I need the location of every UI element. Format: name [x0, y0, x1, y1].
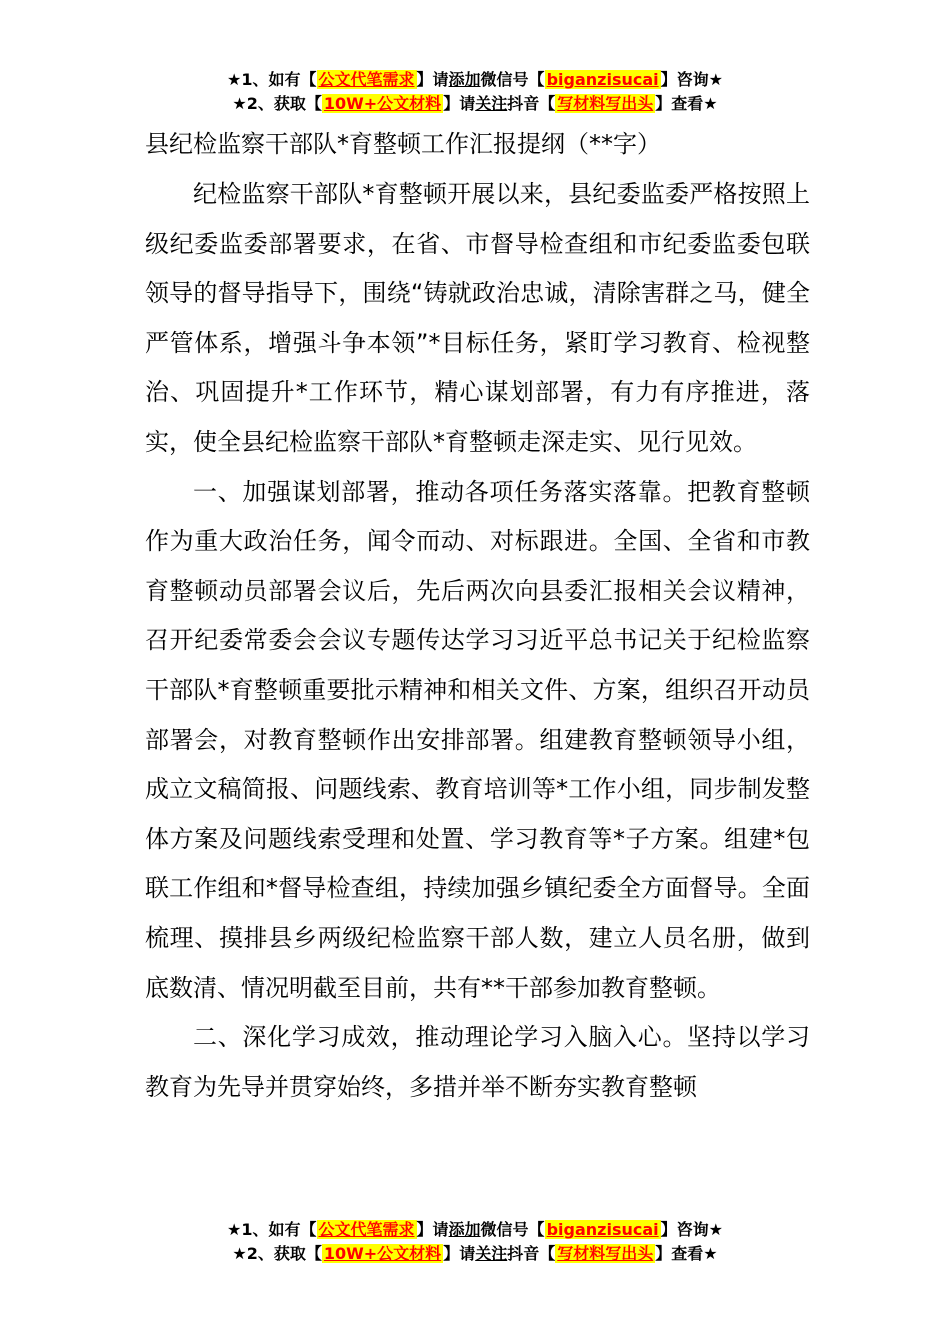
- body-paragraph: 一、加强谋划部署，推动各项任务落实落靠。把教育整顿作为重大政治任务，闻令而动、对标跟进。全国、全省和市教育整顿动员部署会议后，先后两次向县委汇报相关会议精神，召开纪委常委会会议专题传达学习习近平总书记关于纪检监察干部队*育整顿重要批示精神和相关文件、方案，组织召开动员部署会，对教育整顿作出安排部署。组建教育整顿领导小组，成立文稿简报、问题线索、教育培训等*工作小组，同步制发整体方案及问题线索受理和处置、学习教育等*子方案。组建*包联工作组和*督导检查组，持续加强乡镇纪委全方面督导。全面梳理、摸排县乡两级纪检监察干部人数，建立人员名册，做到底数清、情况明截至目前，共有**干部参加教育整顿。: [145, 477, 810, 1002]
- promo-text: 】请: [416, 1220, 449, 1239]
- promo-underlined: 添加: [448, 1220, 481, 1239]
- promo-banner-bottom: [0, 1218, 950, 1266]
- promo-highlight: biganzisucai: [546, 70, 659, 89]
- promo-text: 抖音【: [507, 1244, 556, 1263]
- promo-text: ★2、获取【: [232, 1244, 322, 1263]
- promo-text: 】咨询★: [660, 1220, 723, 1239]
- promo-text: 】咨询★: [660, 70, 723, 89]
- promo-text: 微信号【: [480, 70, 545, 89]
- promo-text: 微信号【: [480, 1220, 545, 1239]
- promo-highlight: 10W+公文材料: [323, 1244, 442, 1263]
- body-paragraph: 纪检监察干部队*育整顿开展以来，县纪委监委严格按照上级纪委监委部署要求，在省、市督导检查组和市纪委监委包联领导的督导指导下，围绕“铸就政治忠诚，清除害群之马，健全严管体系，增强斗争本领”*目标任务，紧盯学习教育、检视整治、巩固提升*工作环节，精心谋划部署，有力有序推进，落实，使全县纪检监察干部队*育整顿走深走实、见行见效。: [145, 180, 810, 456]
- promo-text: 】请: [443, 1244, 476, 1263]
- promo-text: 】查看★: [655, 1244, 718, 1263]
- document-title: 县纪检监察干部队*育整顿工作汇报提纲（**字）: [145, 130, 661, 158]
- promo-highlight: 公文代笔需求: [318, 70, 415, 89]
- promo-banner-top: [0, 68, 950, 116]
- promo-text: 】查看★: [655, 94, 718, 113]
- promo-underlined: 关注: [475, 94, 508, 113]
- promo-line-2: [0, 1242, 950, 1266]
- promo-text: ★2、获取【: [232, 94, 322, 113]
- promo-highlight: 公文代笔需求: [318, 1220, 415, 1239]
- promo-underlined: 关注: [475, 1244, 508, 1263]
- document-body: [145, 170, 810, 1112]
- promo-text: ★1、如有【: [227, 70, 317, 89]
- promo-highlight: 写材料写出头: [557, 1244, 654, 1263]
- promo-highlight: 写材料写出头: [557, 94, 654, 113]
- promo-highlight: 10W+公文材料: [323, 94, 442, 113]
- promo-text: 抖音【: [507, 94, 556, 113]
- promo-line-1: [0, 68, 950, 92]
- promo-text: 】请: [416, 70, 449, 89]
- promo-text: ★1、如有【: [227, 1220, 317, 1239]
- promo-underlined: 添加: [448, 70, 481, 89]
- body-paragraph: 二、深化学习成效，推动理论学习入脑入心。坚持以学习教育为先导并贯穿始终，多措并举不断夯实教育整顿: [145, 1023, 810, 1101]
- promo-highlight: biganzisucai: [546, 1220, 659, 1239]
- promo-text: 】请: [443, 94, 476, 113]
- promo-line-2: [0, 92, 950, 116]
- promo-line-1: [0, 1218, 950, 1242]
